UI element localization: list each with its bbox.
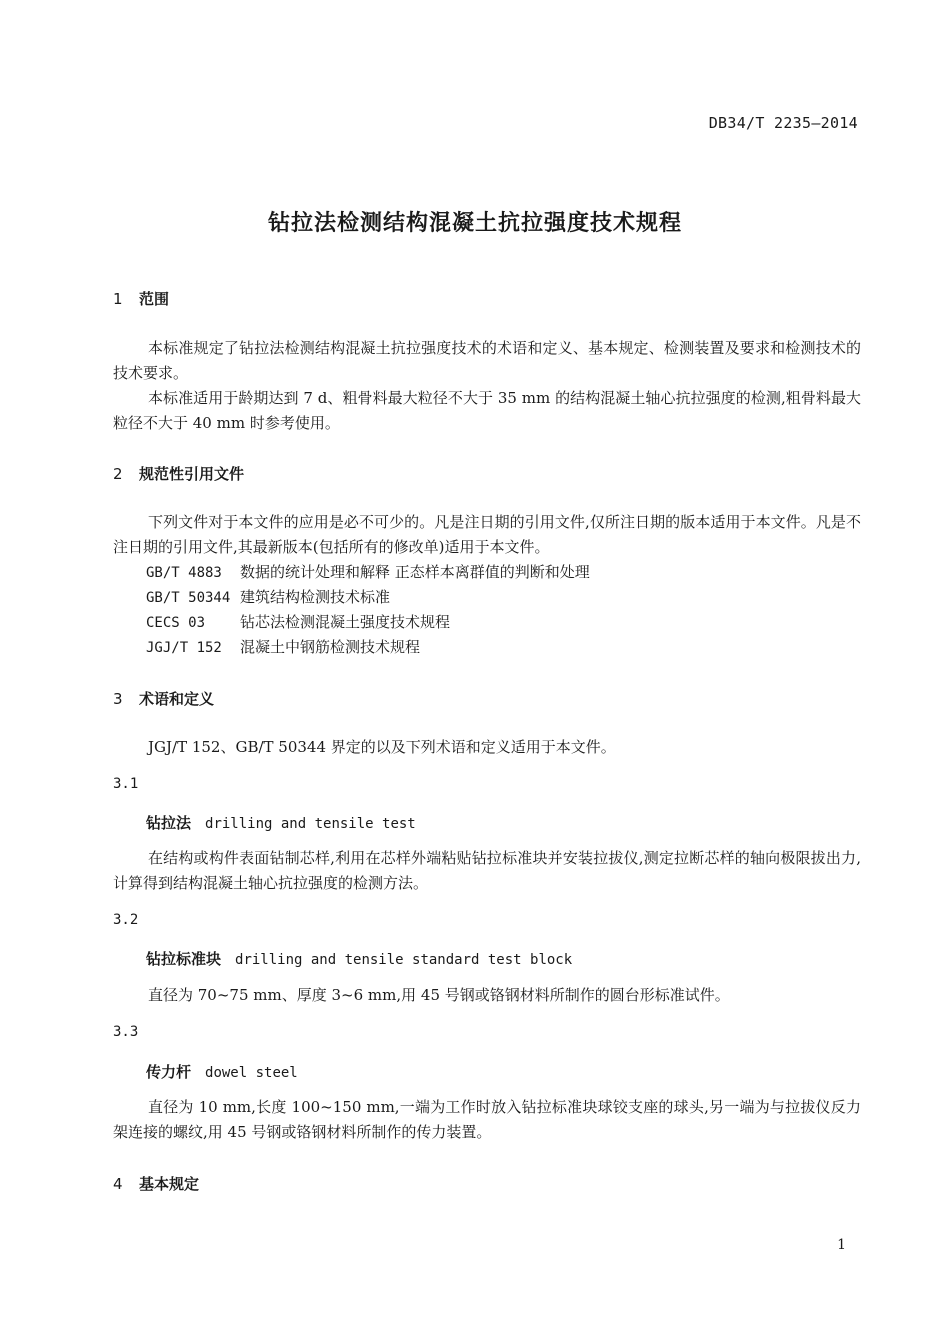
term-chinese: 钻拉标准块 bbox=[146, 950, 222, 968]
reference-item bbox=[146, 560, 894, 586]
term-english: dowel steel bbox=[205, 1065, 298, 1081]
term-heading bbox=[146, 1061, 894, 1082]
section-number: 3 bbox=[113, 690, 123, 708]
term-chinese: 钻拉法 bbox=[146, 814, 192, 832]
section-3-heading bbox=[113, 688, 861, 709]
section-title: 基本规定 bbox=[139, 1175, 200, 1193]
term-heading bbox=[146, 812, 894, 833]
term-definition: 直径为 70~75 mm、厚度 3~6 mm,用 45 号钢或铬钢材料所制作的圆台形标准试件。 bbox=[148, 986, 730, 1004]
section-2-heading bbox=[113, 463, 861, 484]
reference-title: 数据的统计处理和解释 正态样本离群值的判断和处理 bbox=[240, 563, 590, 581]
term-number: 3.2 bbox=[113, 912, 139, 928]
section-title: 术语和定义 bbox=[139, 690, 215, 708]
section-number: 2 bbox=[113, 465, 123, 483]
term-heading bbox=[146, 948, 894, 969]
section-1-para-2: 本标准适用于龄期达到 7 d、粗骨料最大粒径不大于 35 mm 的结构混凝土轴心抗拉强度的检测,粗骨料最大粒径不大于 40 mm 时参考使用。 bbox=[113, 389, 861, 432]
section-title: 规范性引用文件 bbox=[139, 465, 245, 483]
section-title: 范围 bbox=[139, 290, 170, 308]
term-number: 3.3 bbox=[113, 1024, 139, 1040]
section-1-para-1: 本标准规定了钻拉法检测结构混凝土抗拉强度技术的术语和定义、基本规定、检测装置及要求和检测技术的技术要求。 bbox=[113, 339, 861, 382]
section-3-para-1: JGJ/T 152、GB/T 50344 界定的以及下列术语和定义适用于本文件。 bbox=[148, 738, 616, 756]
reference-code: JGJ/T 152 bbox=[146, 640, 222, 656]
page-number: 1 bbox=[837, 1237, 846, 1253]
section-2-para-1: 下列文件对于本文件的应用是必不可少的。凡是注日期的引用文件,仅所注日期的版本适用于本文件。凡是不注日期的引用文件,其最新版本(包括所有的修改单)适用于本文件。 bbox=[113, 513, 861, 556]
section-number: 1 bbox=[113, 290, 123, 308]
term-number: 3.1 bbox=[113, 776, 139, 792]
term-definition: 直径为 10 mm,长度 100~150 mm,一端为工作时放入钻拉标准块球铰支座的球头,另一端为与拉拔仪反力架连接的螺纹,用 45 号钢或铬钢材料所制作的传力装置。 bbox=[113, 1098, 861, 1141]
reference-code: GB/T 50344 bbox=[146, 590, 231, 606]
document-title: 钻拉法检测结构混凝土抗拉强度技术规程 bbox=[267, 211, 682, 236]
reference-title: 钻芯法检测混凝土强度技术规程 bbox=[240, 613, 451, 631]
term-english: drilling and tensile test bbox=[205, 816, 416, 832]
reference-code: CECS 03 bbox=[146, 615, 206, 631]
reference-item bbox=[146, 610, 894, 636]
reference-code: GB/T 4883 bbox=[146, 565, 222, 581]
term-definition: 在结构或构件表面钻制芯样,利用在芯样外端粘贴钻拉标准块并安装拉拔仪,测定拉断芯样的轴向极限拔出力,计算得到结构混凝土轴心抗拉强度的检测方法。 bbox=[113, 849, 861, 892]
section-1-heading bbox=[113, 288, 861, 309]
reference-item bbox=[146, 585, 894, 611]
term-english: drilling and tensile standard test block bbox=[235, 952, 573, 968]
reference-title: 建筑结构检测技术标准 bbox=[240, 588, 391, 606]
section-number: 4 bbox=[113, 1175, 123, 1193]
reference-item bbox=[146, 635, 894, 661]
section-4-heading bbox=[113, 1173, 861, 1194]
reference-title: 混凝土中钢筋检测技术规程 bbox=[240, 638, 421, 656]
term-chinese: 传力杆 bbox=[146, 1063, 192, 1081]
standard-number: DB34/T 2235—2014 bbox=[708, 114, 858, 132]
